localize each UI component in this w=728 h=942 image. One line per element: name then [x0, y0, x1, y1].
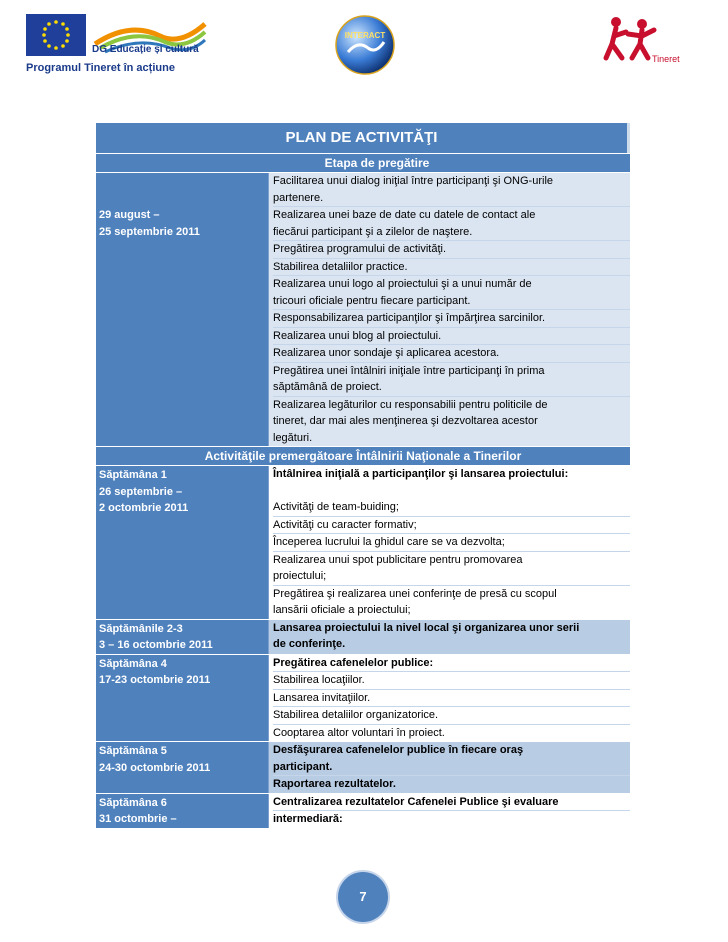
date-line: 25 septembrie 2011 — [99, 225, 200, 238]
activity-line: Cooptarea altor voluntari în proiect. — [273, 726, 445, 739]
activity-line: Raportarea rezultatelor. — [273, 778, 396, 790]
date-line: 2 octombrie 2011 — [99, 502, 189, 514]
date-line: 24-30 octombrie 2011 — [99, 761, 211, 774]
table-row-week1 — [96, 465, 630, 619]
activities-cell — [268, 794, 630, 828]
date-line: Săptămâna 4 — [99, 657, 167, 670]
activity-line — [273, 483, 630, 500]
table-row-week4 — [96, 654, 630, 742]
date-cell — [96, 794, 268, 828]
activity-heading: Întâlnirea iniţială a participanţilor şi lansarea proiectului: — [273, 468, 569, 480]
date-line: Săptămâna 1 — [99, 469, 167, 481]
date-line: Săptămânile 2-3 — [99, 622, 183, 635]
activity-line: Activităţi cu caracter formativ; — [273, 517, 630, 535]
stage-heading-preparation — [96, 153, 630, 172]
activities-cell — [268, 742, 630, 793]
activity-line: Stabilirea detaliilor practice. — [273, 259, 630, 277]
activity-line: Desfăşurarea cafenelelor publice în fiecare oraş — [273, 744, 524, 756]
activity-line: proiectului; — [273, 568, 630, 586]
activity-line: Pregătirea programului de activităţi. — [273, 241, 630, 259]
date-line: 17-23 octombrie 2011 — [99, 674, 211, 686]
activity-line: Lansarea invitaţiilor. — [273, 690, 630, 708]
activities-cell — [268, 620, 630, 654]
activity-line: Începerea lucrului la ghidul care se va dezvolta; — [273, 534, 630, 552]
activity-line: lansării oficiale a proiectului; — [273, 604, 411, 616]
date-cell — [96, 742, 268, 793]
activity-line: intermediară: — [273, 813, 343, 825]
table-row-week2-3 — [96, 619, 630, 654]
activity-line: legături. — [273, 431, 313, 444]
activities-cell — [268, 655, 630, 742]
activity-line: Responsabilizarea participanţilor şi împărţirea sarcinilor. — [273, 310, 630, 328]
activity-plan-table — [96, 123, 630, 828]
activities-cell — [268, 466, 630, 619]
activity-line: Realizarea unui blog al proiectului. — [273, 328, 630, 346]
date-cell — [96, 620, 268, 654]
activity-line: fiecărui participant şi a zilelor de naştere. — [273, 224, 630, 242]
stage-heading-label: Etapa de pregătire — [324, 156, 430, 170]
activity-line: Facilitarea unui dialog iniţial între participanţi şi ONG-urile — [273, 175, 554, 187]
activity-line: Realizarea unui spot publicitare pentru promovarea — [273, 553, 523, 566]
date-line: Săptămâna 5 — [99, 745, 167, 757]
date-line: Săptămâna 6 — [99, 796, 167, 809]
activity-line: săptămână de proiect. — [273, 379, 630, 397]
activity-line: Realizarea unor sondaje şi aplicarea acestora. — [273, 345, 630, 363]
activity-line: Stabilirea detaliilor organizatorice. — [273, 707, 630, 725]
activity-heading: Pregătirea cafenelelor publice: — [273, 655, 630, 673]
table-row-week6 — [96, 793, 630, 828]
eu-flag-icon — [26, 14, 86, 56]
activity-line: tineret, dar mai ales menţinerea şi dezvoltarea acestor — [273, 415, 538, 427]
tineret-label: Tineret — [652, 54, 680, 64]
interact-globe-logo — [334, 14, 396, 76]
date-line: 29 august – — [99, 209, 160, 221]
activity-line: Stabilirea locaţiilor. — [273, 672, 630, 690]
activity-line: de conferinţe. — [273, 638, 346, 650]
date-line: 31 octombrie – — [99, 813, 177, 825]
page-number: 7 — [338, 872, 388, 922]
date-line: 3 – 16 octombrie 2011 — [99, 639, 213, 651]
date-cell — [96, 655, 268, 742]
tineret-logo — [602, 14, 702, 76]
date-cell — [96, 466, 268, 619]
activities-cell — [268, 173, 630, 446]
section-heading-pre-activities: Activităţile premergătoare Întâlnirii Naţionale a Tinerilor — [96, 446, 630, 465]
activity-line: Realizarea legăturilor cu responsabilii pentru politicile de — [273, 398, 548, 411]
table-row-preparation — [96, 172, 630, 446]
eu-dg-label: DG Educație și cultură — [92, 44, 199, 55]
activity-line: Pregătirea unei întâlniri iniţiale între participanţi în prima — [273, 364, 545, 377]
date-cell — [96, 173, 268, 446]
eu-youth-in-action-logo — [26, 14, 226, 76]
activity-line: Activităţi de team-buiding; — [273, 499, 630, 517]
program-name: Programul Tineret în acțiune — [26, 62, 175, 74]
activity-line: Pregătirea şi realizarea unei conferinţe de presă cu scopul — [273, 587, 557, 600]
activity-line: tricouri oficiale pentru fiecare participant. — [273, 293, 630, 311]
activity-line: Lansarea proiectului la nivel local şi organizarea unor serii — [273, 621, 580, 634]
table-row-week5 — [96, 741, 630, 793]
globe-label: INTERACT — [344, 31, 386, 40]
activity-line: Centralizarea rezultatelor Cafenelei Publice şi evaluare — [273, 794, 630, 812]
activity-line: Realizarea unui logo al proiectului şi a unui număr de — [273, 278, 532, 290]
activity-line: participant. — [273, 759, 630, 777]
activity-line: Realizarea unei baze de date cu datele de contact ale — [273, 209, 536, 221]
activity-line: partenere. — [273, 190, 630, 208]
date-line: 26 septembrie – — [99, 485, 183, 498]
table-title: PLAN DE ACTIVITĂŢI — [96, 123, 630, 153]
